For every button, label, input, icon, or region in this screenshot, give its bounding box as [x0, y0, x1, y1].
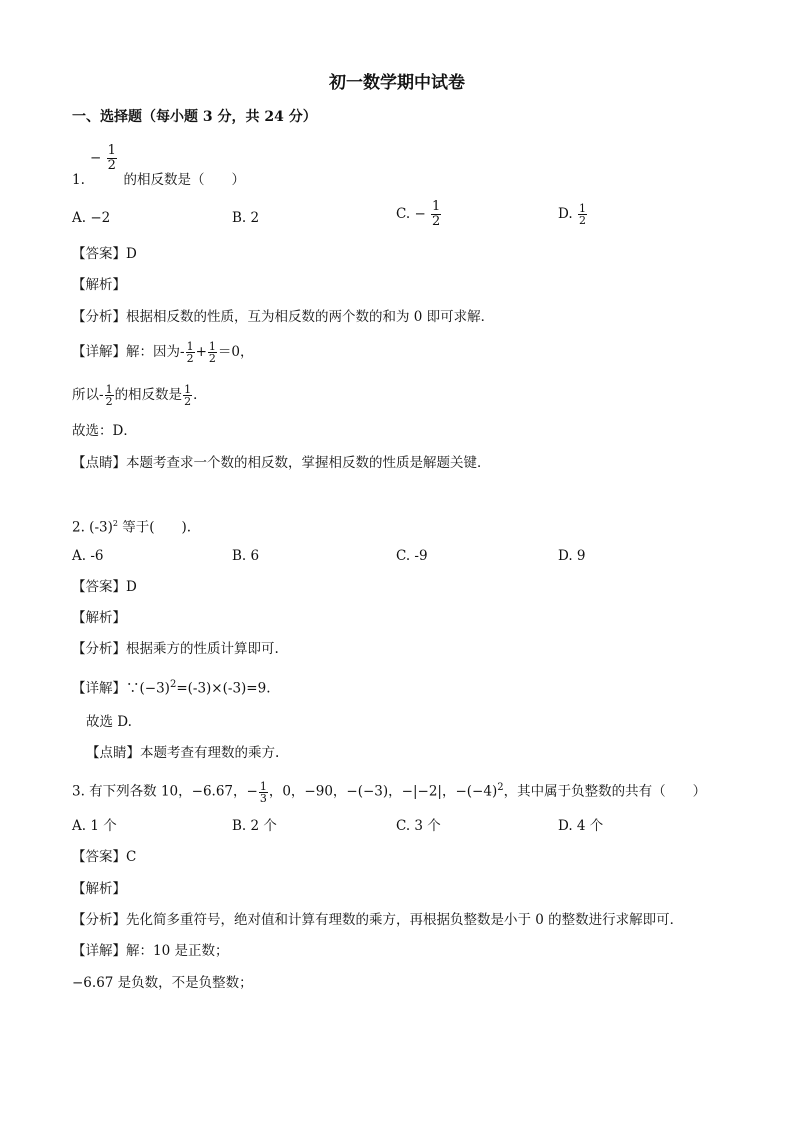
q1-option-c-num: 1 — [432, 199, 441, 214]
q1-xiangjie-suffix: ＝0， — [217, 344, 254, 360]
q1-option-c-fraction — [431, 200, 441, 229]
q2-option-a: A. -6 — [72, 548, 104, 564]
q2-xiangjie-expr: (−3) — [139, 680, 170, 697]
q1-xj-num1: 1 — [186, 340, 194, 353]
q2-stem-prefix: 2. (-3) — [72, 519, 113, 536]
q3-jiexi: 【解析】 — [72, 881, 126, 897]
q1-answer: 【答案】D — [72, 246, 137, 262]
q1-option-c — [396, 200, 442, 229]
q1-guxuan: 故选：D． — [72, 423, 137, 439]
q1-suoyi-end: ． — [193, 387, 207, 403]
q2-stem-exponent: 2 — [112, 519, 118, 528]
q3-stem — [72, 779, 706, 804]
q3-xiangjie: 【详解】解：10 是正数； — [72, 943, 229, 959]
q1-sy-den1: 2 — [105, 395, 113, 408]
q1-suoyi-frac2 — [183, 384, 192, 407]
q3-fenxi: 【分析】先化简多重符号，绝对值和计算有理数的乘方，再根据负整数是小于 0 的整数进行求解即可． — [72, 912, 684, 928]
q3-line2: −6.67 是负数，不是负整数； — [72, 975, 253, 991]
q1-xiangjie — [72, 341, 253, 364]
q3-frac-den: 3 — [259, 791, 267, 805]
q1-suoyi-frac1 — [105, 384, 114, 407]
q1-option-b: B. 2 — [232, 210, 260, 226]
q3-stem-suffix: ，其中属于负整数的共有（ ） — [503, 783, 707, 800]
q1-xiangjie-prefix: 【详解】解：因为- — [72, 344, 185, 360]
q1-fraction-top — [90, 144, 118, 173]
q3-option-b: B. 2 个 — [232, 818, 277, 834]
q1-option-c-den: 2 — [432, 214, 441, 229]
q2-option-b: B. 6 — [232, 548, 260, 564]
q1-option-c-label: C. — [396, 206, 411, 222]
q2-guxuan: 故选 D. — [86, 714, 132, 730]
q1-option-c-sign: − — [414, 206, 426, 222]
q1-option-d-fraction — [578, 203, 587, 226]
q2-answer: 【答案】D — [72, 579, 137, 595]
q1-frac-sign: − — [90, 150, 102, 166]
q3-option-a: A. 1 个 — [72, 818, 117, 834]
q2-option-c: C. -9 — [396, 548, 428, 564]
q1-suoyi — [72, 384, 207, 407]
q2-xiangjie-exponent: 2 — [169, 679, 177, 690]
q1-sy-num1: 1 — [105, 383, 113, 396]
q1-option-d-num: 1 — [578, 202, 586, 215]
q1-dianjing: 【点睛】本题考查求一个数的相反数，掌握相反数的性质是解题关键． — [72, 455, 491, 471]
q1-frac-num: 1 — [107, 143, 116, 158]
q1-sy-den2: 2 — [184, 395, 192, 408]
q2-xiangjie-suffix: =(-3)×(-3)=9. — [176, 680, 271, 697]
q3-stem-exponent: 2 — [497, 782, 504, 793]
q1-xiangjie-frac1 — [186, 341, 195, 364]
q1-xj-num2: 1 — [208, 340, 216, 353]
page-title: 初一数学期中试卷 — [329, 73, 465, 93]
q1-xj-den2: 2 — [208, 352, 216, 365]
q1-option-a: A. −2 — [72, 210, 111, 226]
q2-xiangjie — [72, 676, 271, 698]
q2-stem-suffix: 等于( ). — [117, 519, 192, 536]
q3-stem-prefix: 3. 有下列各数 10，−6.67，− — [72, 783, 258, 800]
q1-option-d-den: 2 — [578, 214, 586, 227]
q2-stem — [72, 515, 191, 537]
section-heading: 一、选择题（每小题 3 分，共 24 分） — [72, 109, 317, 125]
q1-frac-den: 2 — [107, 158, 116, 173]
q2-jiexi: 【解析】 — [72, 610, 126, 626]
q1-stem-text: 的相反数是（ ） — [123, 172, 245, 188]
q1-suoyi-mid: 的相反数是 — [114, 387, 183, 403]
q1-xj-den1: 2 — [186, 352, 194, 365]
q3-stem-fraction — [259, 781, 268, 804]
q1-xiangjie-frac2 — [208, 341, 217, 364]
q3-stem-mid: ，0，−90，−(−3)，−|−2|，−(−4) — [268, 783, 498, 800]
q2-dianjing: 【点睛】本题考查有理数的乘方. — [86, 745, 280, 761]
q1-stem — [72, 171, 245, 189]
q2-xiangjie-prefix: 【详解】∵ — [72, 680, 140, 697]
q1-fenxi: 【分析】根据相反数的性质，互为相反数的两个数的和为 0 即可求解． — [72, 309, 495, 325]
q3-option-d: D. 4 个 — [558, 818, 604, 834]
q1-xiangjie-plus: + — [195, 344, 207, 360]
q3-answer: 【答案】C — [72, 849, 137, 865]
q1-option-d-label: D. — [558, 206, 573, 222]
q1-suoyi-prefix: 所以- — [72, 387, 104, 403]
q3-option-c: C. 3 个 — [396, 818, 441, 834]
q3-frac-num: 1 — [259, 779, 267, 793]
q1-number: 1. — [72, 172, 85, 188]
q2-option-d: D. 9 — [558, 548, 586, 564]
q1-fraction — [107, 144, 117, 173]
q1-option-d — [558, 203, 588, 226]
q1-jiexi: 【解析】 — [72, 277, 126, 293]
q2-fenxi: 【分析】根据乘方的性质计算即可. — [72, 641, 279, 657]
q1-sy-num2: 1 — [184, 383, 192, 396]
